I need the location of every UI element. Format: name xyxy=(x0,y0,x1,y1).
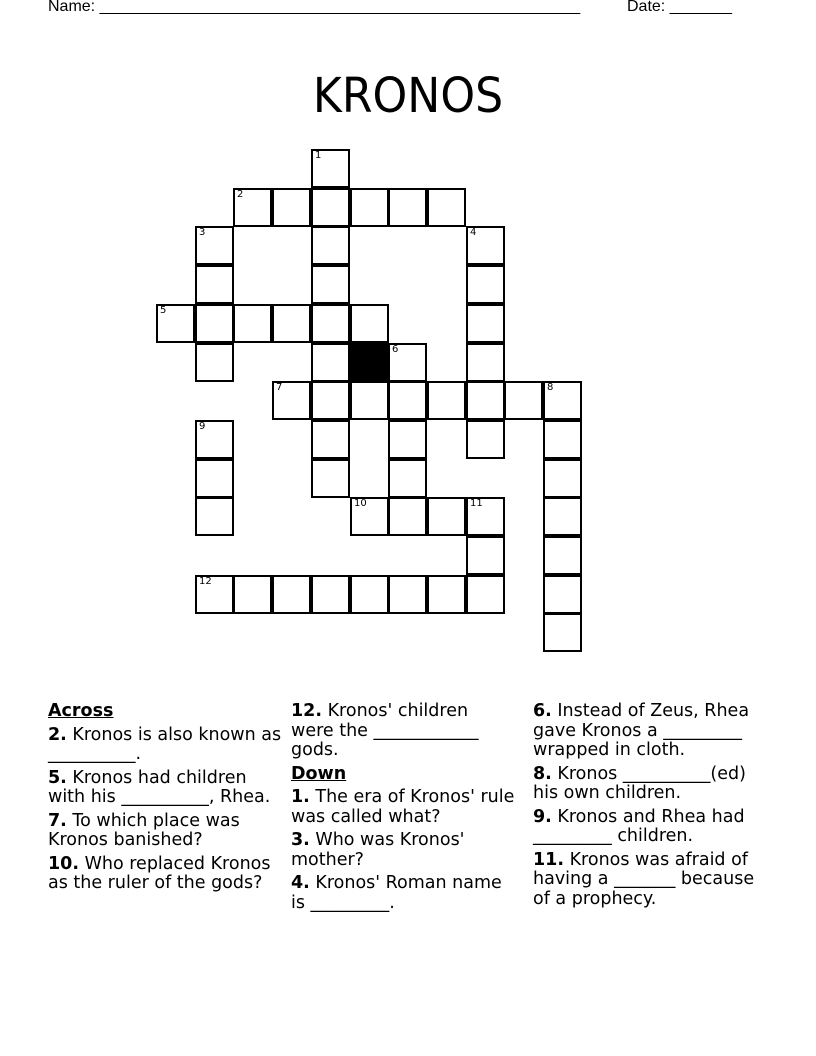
clue-number: 1. xyxy=(291,787,310,807)
name-field-label: Name: ______________________________________________________ xyxy=(48,0,581,15)
down-clue-list-continued xyxy=(533,702,768,909)
crossword-cell[interactable] xyxy=(195,459,234,498)
crossword-cell[interactable] xyxy=(195,265,234,304)
clue-text: Who replaced Kronos as the ruler of the gods? xyxy=(48,853,271,893)
crossword-cell[interactable] xyxy=(311,343,350,382)
crossword-black-cell xyxy=(350,343,389,382)
down-clue xyxy=(533,765,768,804)
clue-number: 11 xyxy=(470,498,483,509)
crossword-cell[interactable] xyxy=(195,497,234,536)
crossword-cell[interactable] xyxy=(311,381,350,420)
clue-text: To which place was Kronos banished? xyxy=(48,810,240,850)
crossword-cell[interactable] xyxy=(543,575,582,614)
clue-text: The era of Kronos' rule was called what? xyxy=(291,787,515,827)
clue-text: Kronos was afraid of having a _______ because of a prophecy. xyxy=(533,849,755,909)
crossword-cell[interactable] xyxy=(350,497,389,536)
crossword-cell[interactable] xyxy=(311,304,350,343)
crossword-cell[interactable] xyxy=(388,420,427,459)
clue-number: 1 xyxy=(315,150,322,161)
down-clue xyxy=(533,702,768,761)
clue-number: 9. xyxy=(533,806,552,827)
down-clue-list xyxy=(291,788,516,913)
down-clue xyxy=(291,874,516,913)
clue-text: Instead of Zeus, Rhea gave Kronos a _________ wrapped in cloth. xyxy=(533,701,750,760)
crossword-cell[interactable] xyxy=(350,381,389,420)
clue-text: Kronos' children were the ____________ gods. xyxy=(291,701,479,760)
crossword-cell[interactable] xyxy=(388,575,427,614)
down-heading: Down xyxy=(291,763,347,784)
crossword-cell[interactable] xyxy=(311,575,350,614)
crossword-cell[interactable] xyxy=(388,459,427,498)
crossword-cell[interactable] xyxy=(272,188,311,227)
crossword-cell[interactable] xyxy=(388,497,427,536)
crossword-cell[interactable] xyxy=(311,265,350,304)
crossword-cell[interactable] xyxy=(427,575,466,614)
clue-number: 2 xyxy=(237,189,244,200)
clue-number: 8 xyxy=(547,382,554,393)
crossword-cell[interactable] xyxy=(466,226,505,265)
down-clue xyxy=(533,808,768,847)
crossword-cell[interactable] xyxy=(466,304,505,343)
across-clue-list-continued xyxy=(291,702,516,761)
clue-number: 11. xyxy=(533,849,565,870)
crossword-cell[interactable] xyxy=(350,304,389,343)
crossword-cell[interactable] xyxy=(504,381,543,420)
crossword-cell[interactable] xyxy=(466,420,505,459)
crossword-cell[interactable] xyxy=(466,497,505,536)
clue-column-1 xyxy=(48,702,283,898)
crossword-cell[interactable] xyxy=(543,536,582,575)
crossword-cell[interactable] xyxy=(311,459,350,498)
puzzle-title: KRONOS xyxy=(312,68,504,125)
down-clue xyxy=(533,851,768,910)
across-clue-list xyxy=(48,726,283,894)
crossword-cell[interactable] xyxy=(272,381,311,420)
clue-number: 8. xyxy=(533,763,552,784)
across-clue xyxy=(48,769,283,808)
crossword-cell[interactable] xyxy=(233,304,272,343)
crossword-cell[interactable] xyxy=(466,343,505,382)
crossword-cell[interactable] xyxy=(388,381,427,420)
clue-number: 6. xyxy=(533,701,552,721)
crossword-cell[interactable] xyxy=(543,613,582,652)
clue-column-2 xyxy=(291,702,516,917)
crossword-cell[interactable] xyxy=(156,304,195,343)
clue-text: Kronos had children with his __________, Rhea. xyxy=(48,767,271,807)
clue-number: 7 xyxy=(276,382,283,393)
clue-number: 10. xyxy=(48,853,80,874)
clue-number: 5 xyxy=(160,305,167,316)
clue-number: 12 xyxy=(199,576,212,587)
clue-number: 2. xyxy=(48,724,67,745)
crossword-cell[interactable] xyxy=(466,536,505,575)
across-heading: Across xyxy=(48,701,114,721)
crossword-cell[interactable] xyxy=(543,381,582,420)
clue-number: 9 xyxy=(199,421,206,432)
crossword-cell[interactable] xyxy=(311,420,350,459)
crossword-cell[interactable] xyxy=(195,420,234,459)
crossword-cell[interactable] xyxy=(311,226,350,265)
crossword-cell[interactable] xyxy=(466,381,505,420)
across-clue xyxy=(48,855,283,894)
crossword-cell[interactable] xyxy=(543,497,582,536)
crossword-cell[interactable] xyxy=(272,575,311,614)
clue-text: Kronos and Rhea had _________ children. xyxy=(533,806,745,846)
crossword-cell[interactable] xyxy=(195,304,234,343)
clue-number: 3 xyxy=(199,227,206,238)
crossword-cell[interactable] xyxy=(466,265,505,304)
clue-column-3 xyxy=(533,702,768,913)
clue-number: 10 xyxy=(354,498,367,509)
crossword-cell[interactable] xyxy=(543,459,582,498)
down-clue xyxy=(291,831,516,870)
crossword-cell[interactable] xyxy=(233,575,272,614)
crossword-cell[interactable] xyxy=(466,575,505,614)
crossword-cell[interactable] xyxy=(195,575,234,614)
crossword-cell[interactable] xyxy=(427,188,466,227)
crossword-cell[interactable] xyxy=(311,188,350,227)
across-clue xyxy=(48,812,283,851)
crossword-cell[interactable] xyxy=(272,304,311,343)
clue-number: 6 xyxy=(392,344,399,355)
clue-number: 4 xyxy=(470,227,477,238)
crossword-cell[interactable] xyxy=(388,343,427,382)
clue-number: 7. xyxy=(48,810,67,831)
crossword-cell[interactable] xyxy=(233,188,272,227)
across-clue xyxy=(48,726,283,765)
clue-text: Kronos' Roman name is _________. xyxy=(291,873,502,913)
clue-number: 3. xyxy=(291,830,310,850)
crossword-cell[interactable] xyxy=(388,188,427,227)
crossword-cell[interactable] xyxy=(427,381,466,420)
date-field-label: Date: _______ xyxy=(627,0,732,15)
clue-number: 5. xyxy=(48,767,67,788)
crossword-cell[interactable] xyxy=(311,149,350,188)
clue-number: 12. xyxy=(291,701,323,721)
crossword-cell[interactable] xyxy=(195,226,234,265)
clue-text: Who was Kronos' mother? xyxy=(291,830,465,870)
crossword-cell[interactable] xyxy=(350,188,389,227)
crossword-cell[interactable] xyxy=(195,343,234,382)
clue-text: Kronos __________(ed) his own children. xyxy=(533,763,746,803)
crossword-cell[interactable] xyxy=(543,420,582,459)
down-clue xyxy=(291,788,516,827)
clue-text: Kronos is also known as __________. xyxy=(48,724,282,764)
crossword-cell[interactable] xyxy=(350,575,389,614)
across-clue xyxy=(291,702,516,761)
clue-number: 4. xyxy=(291,873,310,893)
crossword-cell[interactable] xyxy=(427,497,466,536)
